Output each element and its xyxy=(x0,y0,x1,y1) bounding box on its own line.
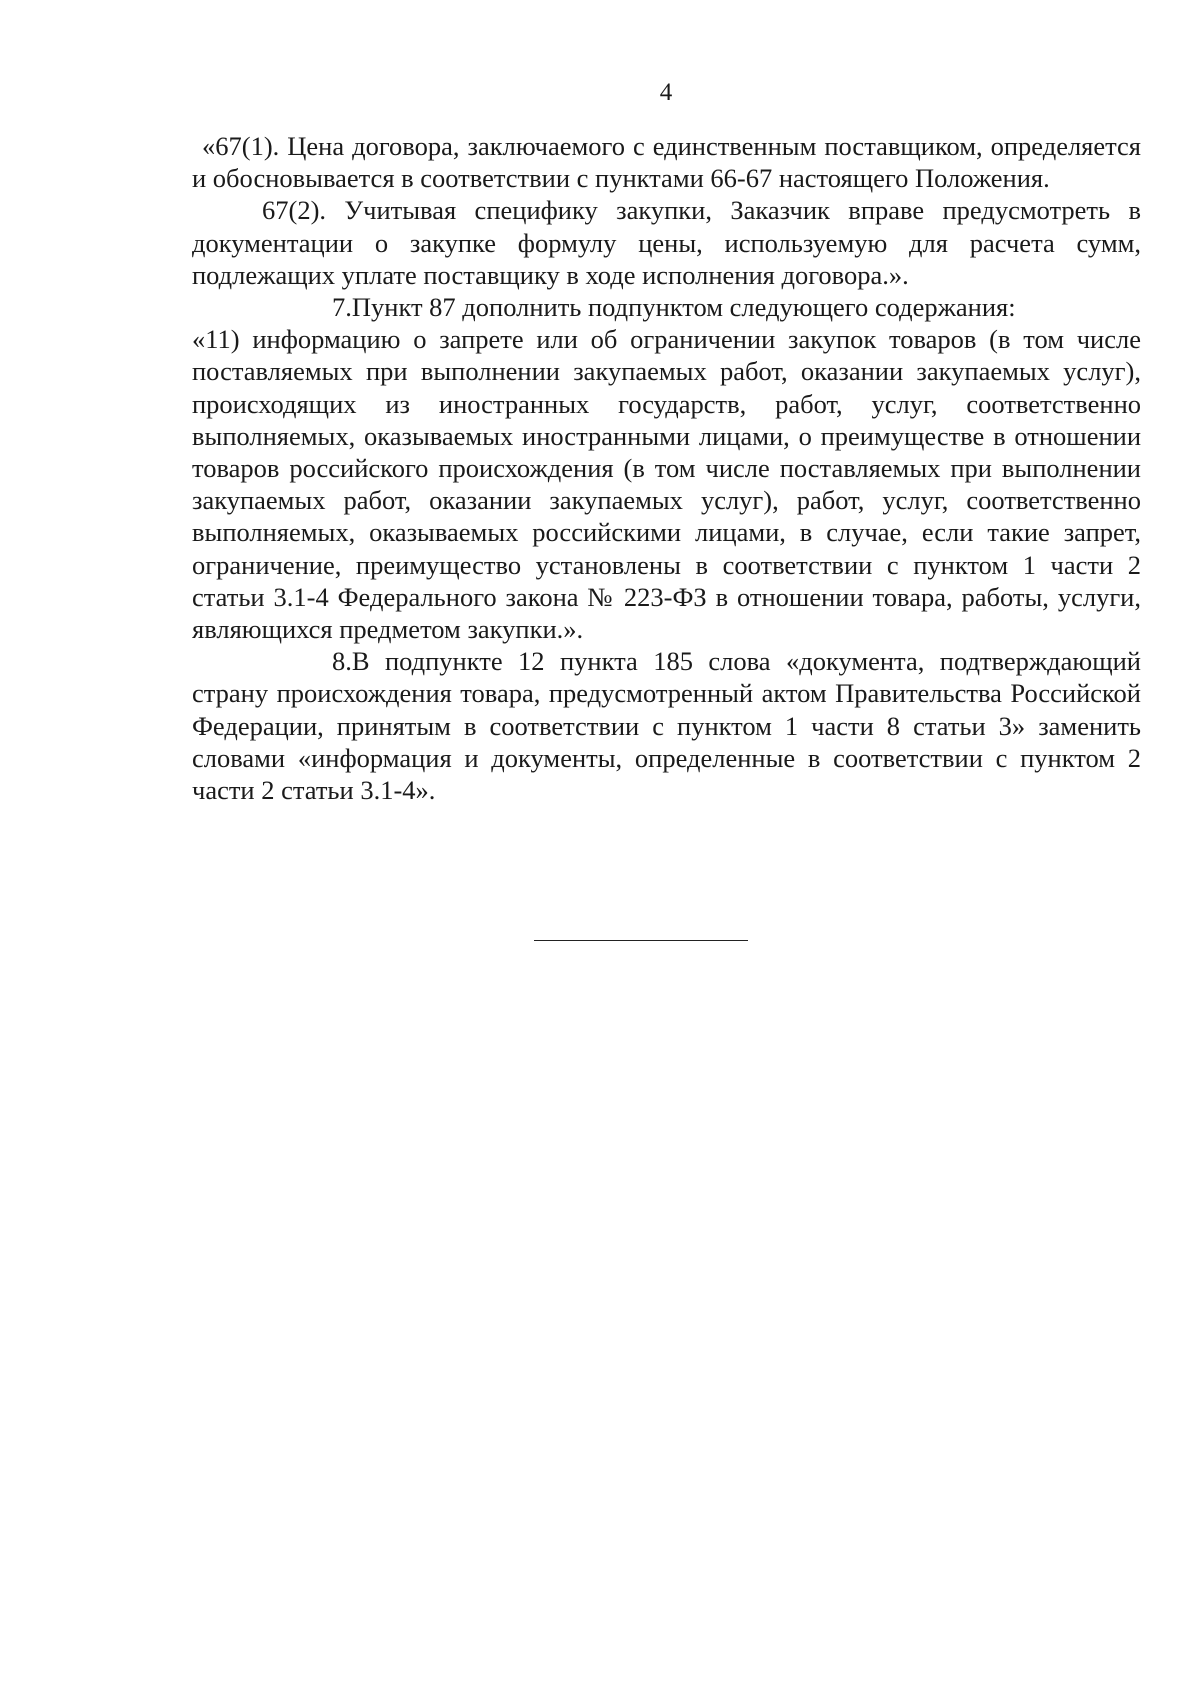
paragraph-subitem-11: «11) информацию о запрете или об ограничении закупок товаров (в том числе поставляемых при выполнении закупаемых работ, оказании закупаемых услуг), происходящих из иностранных государств, работ, услуг, соответственно выполняемых, оказываемых иностранными лицами, о преимуществе в отношении товаров российского происхождения (в том числе поставляемых при выполнении закупаемых работ, оказании закупаемых услуг), работ, услуг, соответственно выполняемых, оказываемых российскими лицами, в случае, если такие запрет, ограничение, преимущество установлены в соответствии с пунктом 1 части 2 статьи 3.1-4 Федерального закона № 223-ФЗ в отношении товара, работы, услуги, являющихся предметом закупки.». xyxy=(192,324,1141,645)
item-8-text: В подпункте 12 пункта 185 слова «документа, подтверждающий страну происхождения товара, предусмотренный актом Правительства Российской Федерации, принятым в соответствии с пунктом 1 части 8 статьи 3» заменить словами «информация и документы, определенные в соответствии с пунктом 2 части 2 статьи 3.1-4». xyxy=(192,646,1141,806)
item-7-text: Пункт 87 дополнить подпунктом следующего содержания: xyxy=(351,292,1016,323)
item-7-number: 7. xyxy=(332,292,352,323)
paragraph-item-7 xyxy=(192,291,1141,323)
end-divider-line xyxy=(534,940,748,941)
paragraph-item-8 xyxy=(192,645,1141,806)
item-8-number: 8. xyxy=(332,646,352,677)
paragraph-67-2: 67(2). Учитывая специфику закупки, Заказчик вправе предусмотреть в документации о закупке формулу цены, используемую для расчета сумм, подлежащих уплате поставщику в ходе исполнения договора.». xyxy=(192,195,1141,290)
page-number: 4 xyxy=(659,79,673,106)
document-body xyxy=(192,130,1141,806)
paragraph-67-1: «67(1). Цена договора, заключаемого с единственным поставщиком, определяется и обосновывается в соответствии с пунктами 66-67 настоящего Положения. xyxy=(192,131,1141,194)
